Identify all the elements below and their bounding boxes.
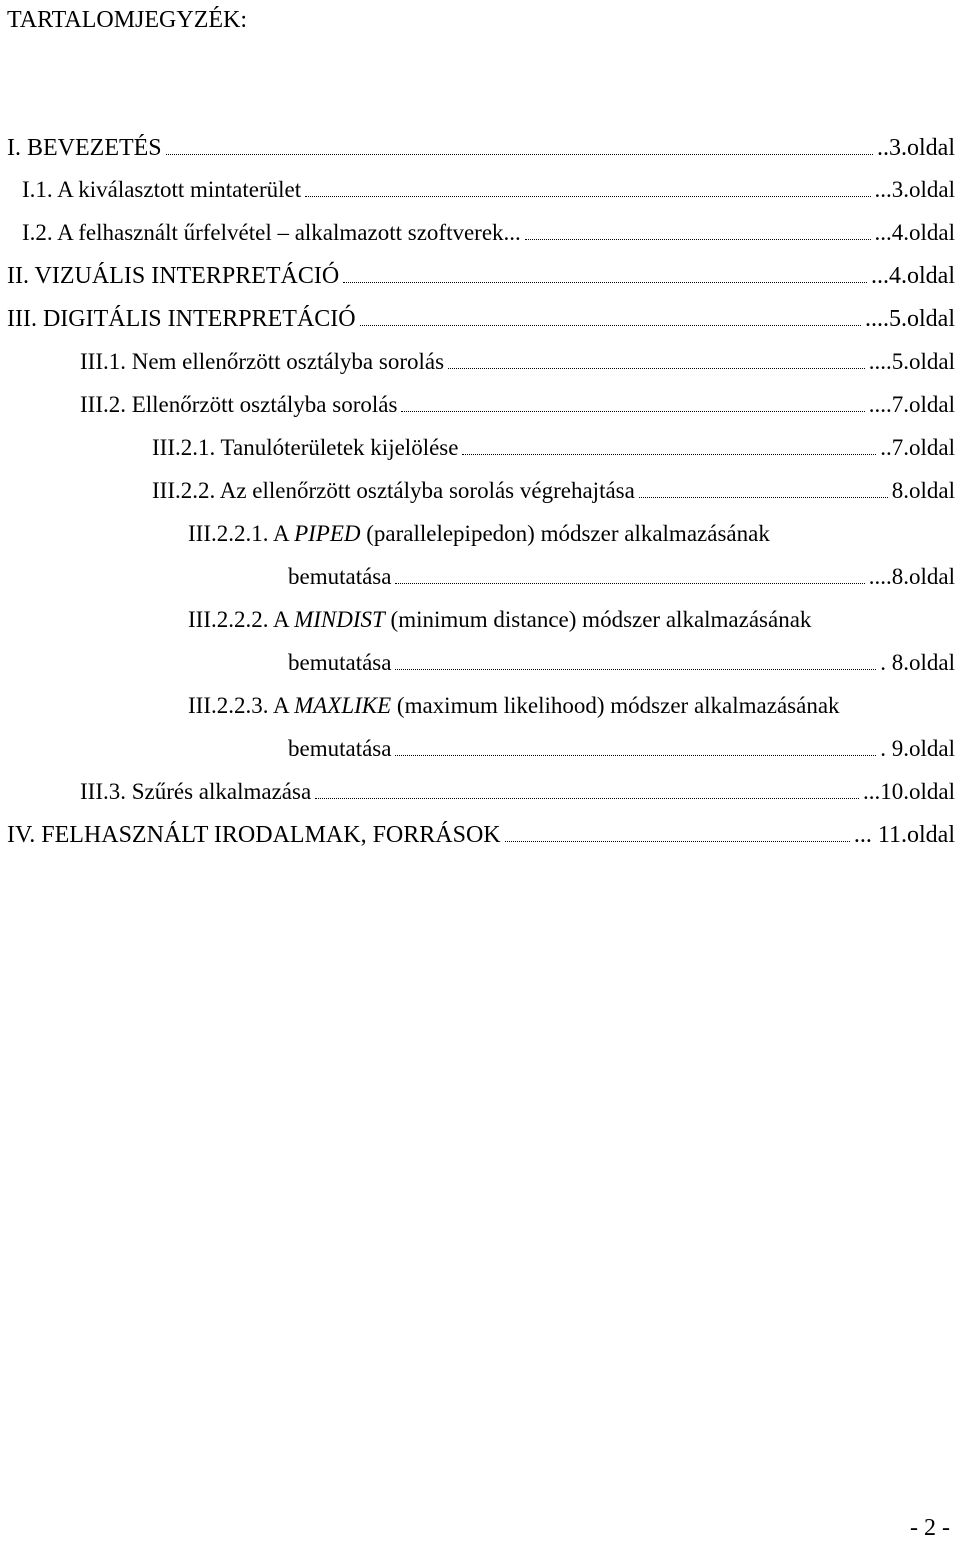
toc-entry-label: III.2. Ellenőrzött osztályba sorolás [80, 392, 398, 417]
toc-entry-tanuloteruletek[interactable] [152, 432, 955, 464]
toc-entry-vegrehajtasa[interactable] [152, 475, 955, 507]
dot-leader [462, 453, 876, 455]
dot-leader [639, 496, 888, 498]
toc-entry-maxlike-title[interactable] [188, 690, 840, 722]
toc-entry-page: ....5.oldal [865, 306, 955, 332]
toc-entry-szures[interactable] [80, 776, 955, 808]
toc-entry-page: ... 11.oldal [853, 822, 955, 848]
toc-entry-label: II. VIZUÁLIS INTERPRETÁCIÓ [7, 263, 340, 289]
dot-leader [360, 324, 861, 326]
toc-entry-label: III.1. Nem ellenőrzött osztályba sorolás [80, 349, 445, 374]
dot-leader [395, 668, 876, 670]
toc-entry-maxlike[interactable] [288, 733, 955, 765]
toc-entry-page: ....7.oldal [868, 392, 955, 417]
toc-entry-label-prefix: III.2.2.1. A [188, 521, 295, 546]
dot-leader [315, 797, 859, 799]
toc-entry-page: ..3.oldal [877, 135, 955, 161]
toc-entry-mindist-title[interactable] [188, 604, 811, 636]
toc-entry-piped-title[interactable] [188, 518, 770, 550]
toc-entry-label: III.2.2. Az ellenőrzött osztályba sorolás végrehajtása [152, 478, 635, 503]
toc-entry-label-suffix: (minimum distance) módszer alkalmazásának [384, 607, 812, 632]
toc-entry-page: ....5.oldal [868, 349, 955, 374]
toc-entry-label: bemutatása [288, 564, 392, 589]
dot-leader [505, 840, 850, 842]
toc-entry-page: . 8.oldal [880, 650, 955, 675]
dot-leader [343, 281, 867, 283]
toc-entry-urfelvetel[interactable] [22, 217, 955, 249]
toc-entry-page: ...4.oldal [871, 263, 955, 289]
dot-leader [395, 754, 876, 756]
toc-entry-piped[interactable] [288, 561, 955, 593]
method-name: MINDIST [294, 607, 385, 632]
toc-entry-label: IV. FELHASZNÁLT IRODALMAK, FORRÁSOK [7, 822, 501, 848]
toc-entry-label: III. DIGITÁLIS INTERPRETÁCIÓ [7, 306, 356, 332]
toc-entry-mintaterulet[interactable] [22, 174, 955, 206]
page-number: - 2 - [910, 1515, 950, 1541]
toc-entry-label: I.1. A kiválasztott mintaterület [22, 177, 302, 202]
toc-entry-label: III.2.1. Tanulóterületek kijelölése [152, 435, 459, 460]
toc-entry-label-suffix: (parallelepipedon) módszer alkalmazásának [360, 521, 770, 546]
toc-entry-bevezetes[interactable] [7, 132, 955, 164]
dot-leader [166, 153, 873, 155]
toc-entry-page: ...10.oldal [863, 779, 955, 804]
toc-entry-page: ...3.oldal [874, 177, 955, 202]
toc-entry-digitalis[interactable] [7, 303, 955, 335]
toc-entry-vizualis[interactable] [7, 260, 955, 292]
toc-entry-mindist[interactable] [288, 647, 955, 679]
toc-entry-ellenorzott[interactable] [80, 389, 955, 421]
toc-entry-label: I. BEVEZETÉS [7, 135, 162, 161]
toc-entry-nem-ellenorzott[interactable] [80, 346, 955, 378]
method-name: MAXLIKE [294, 693, 392, 718]
toc-entry-page: ...4.oldal [874, 220, 955, 245]
toc-heading: TARTALOMJEGYZÉK: [7, 7, 248, 33]
dot-leader [448, 367, 865, 369]
dot-leader [305, 195, 870, 197]
toc-entry-label-suffix: (maximum likelihood) módszer alkalmazásának [391, 693, 840, 718]
toc-entry-label: III.3. Szűrés alkalmazása [80, 779, 312, 804]
toc-entry-irodalmak[interactable] [7, 819, 955, 851]
toc-entry-label: bemutatása [288, 736, 392, 761]
toc-entry-page: ..7.oldal [880, 435, 955, 460]
toc-entry-label: I.2. A felhasznált űrfelvétel – alkalmazott szoftverek... [22, 220, 521, 245]
dot-leader [525, 238, 871, 240]
toc-entry-label-prefix: III.2.2.3. A [188, 693, 295, 718]
dot-leader [401, 410, 864, 412]
toc-entry-page: . 9.oldal [880, 736, 955, 761]
toc-entry-page: ....8.oldal [868, 564, 955, 589]
dot-leader [395, 582, 864, 584]
toc-entry-label: bemutatása [288, 650, 392, 675]
toc-entry-label-prefix: III.2.2.2. A [188, 607, 295, 632]
toc-entry-page: 8.oldal [891, 478, 955, 503]
method-name: PIPED [294, 521, 361, 546]
